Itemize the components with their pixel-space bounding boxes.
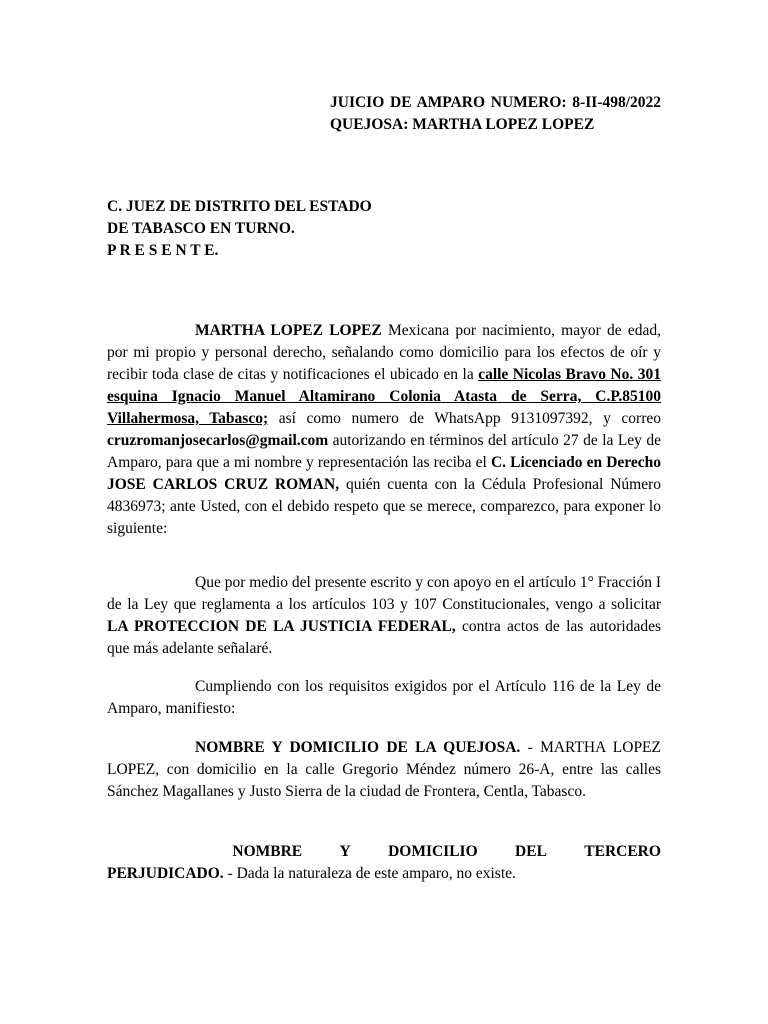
heading-word: DOMICILIO — [388, 843, 478, 860]
paragraph-text: autorizando en términos del artículo 27 de la Ley de Amparo, para que a mi nombre y representación las reciba el — [107, 432, 661, 471]
paragraph-third-party — [107, 841, 661, 885]
section-heading-third-party — [107, 841, 661, 863]
lawyer-name: C. Licenciado en Derecho JOSE CARLOS CRUZ ROMAN, — [107, 454, 662, 493]
paragraph-text: Que por medio del presente escrito y con apoyo en el artículo 1° Fracción I de la Ley que reglamenta a los artículos 103 y 107 Constitucionales, vengo a solicitar — [107, 574, 661, 613]
paragraph-petitioner — [107, 320, 661, 540]
protection-request: LA PROTECCION DE LA JUSTICIA FEDERAL, — [107, 618, 456, 635]
petitioner-name: MARTHA LOPEZ LOPEZ — [195, 322, 382, 339]
section-heading-perjudicado: PERJUDICADO. — [107, 865, 224, 882]
paragraph-request — [107, 572, 661, 660]
heading-word: Y — [339, 843, 351, 860]
email-address: cruzromanjosecarlos@gmail.com — [107, 432, 329, 449]
heading-word: TERCERO — [584, 843, 661, 860]
addressee-line-presente: P R E S E N T E. — [107, 242, 219, 259]
paragraph-text: Cumpliendo con los requisitos exigidos por el Artículo 116 de la Ley de Amparo, manifiesto: — [107, 678, 661, 717]
paragraph-text: Mexicana por nacimiento, mayor de edad, por mi propio y personal derecho, señalando como domicilio para los efectos de oír y recibir toda clase de citas y notificaciones el ubicado en la — [107, 322, 661, 383]
case-header: JUICIO DE AMPARO NUMERO: 8-II-498/2022 QUEJOSA: MARTHA LOPEZ LOPEZ — [330, 94, 661, 133]
section-heading-quejosa: NOMBRE Y DOMICILIO DE LA QUEJOSA. — [195, 739, 521, 756]
addressee-line-state: DE TABASCO EN TURNO. — [107, 220, 295, 237]
notification-address: calle Nicolas Bravo No. 301 esquina Ignacio Manuel Altamirano Colonia Atasta de Serra, C.P.85100 Villahermosa, Tabasco; — [107, 366, 661, 427]
heading-word: DEL — [515, 843, 547, 860]
addressee-line-judge: C. JUEZ DE DISTRITO DEL ESTADO — [107, 198, 372, 215]
paragraph-text: así como numero de WhatsApp 9131097392, y correo — [268, 410, 661, 427]
paragraph-text: contra actos de las autoridades que más adelante señalaré. — [107, 618, 662, 657]
paragraph-quejosa-address — [107, 737, 661, 803]
addressee-block — [107, 196, 507, 262]
paragraph-text: - MARTHA LOPEZ LOPEZ, con domicilio en la calle Gregorio Méndez número 26-A, entre las calles Sánchez Magallanes y Justo Sierra de la ciudad de Frontera, Centla, Tabasco. — [107, 739, 661, 800]
paragraph-text: - Dada la naturaleza de este amparo, no existe. — [223, 865, 516, 882]
heading-word: NOMBRE — [232, 843, 303, 860]
paragraph-text: quién cuenta con la Cédula Profesional Número 4836973; ante Usted, con el debido respeto que se merece, comparezco, para exponer lo siguiente: — [107, 476, 661, 537]
paragraph-requirements — [107, 676, 661, 720]
